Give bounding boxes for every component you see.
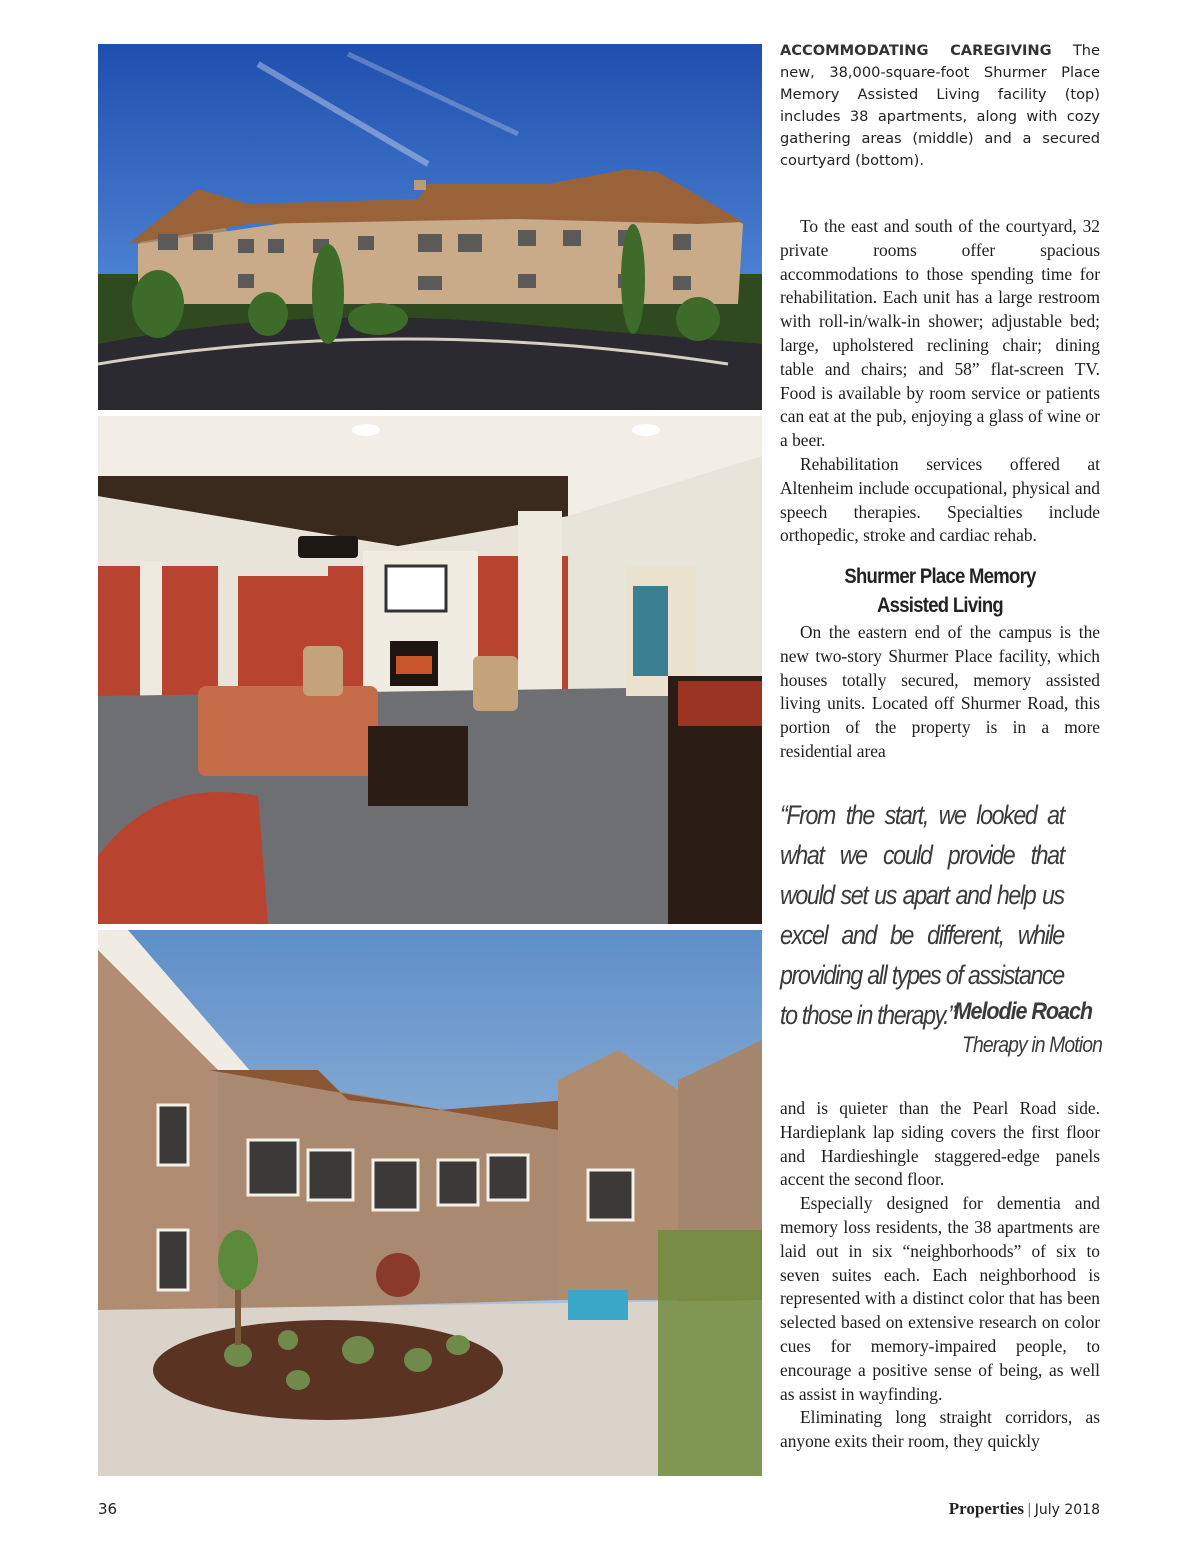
article-body-top (780, 215, 1100, 548)
magazine-name: Properties (948, 1499, 1025, 1518)
paragraph-rehab-rooms: To the east and south of the courtyard, 32 private rooms offer spacious accommodations to those spending time for rehabilitation. Each unit has a large restroom with roll-in/walk-in shower; adjustable bed; large, upholstered reclining chair; dining table and chairs; and 58” flat-screen TV. Food is available by room service or patients can eat at the pub, enjoying a glass of wine or a beer. (780, 216, 1100, 451)
caption-text: The new, 38,000-square-foot Shurmer Place Memory Assisted Living facility (top) includes 38 apartments, along with cozy gathering areas (middle) and a secured courtyard (bottom). (780, 42, 1100, 169)
subhead-line-2: Assisted Living (876, 594, 1004, 617)
section-subhead (799, 562, 1081, 620)
paragraph-neighborhoods: Especially designed for dementia and memory loss residents, the 38 apartments are laid out in six “neighborhoods” of six to seven suites each. Each neighborhood is represented with a distinct color that has been selected based on extensive research on color cues for memory-impaired people, to encourage a positive sense of being, as well as assist in wayfinding. (780, 1193, 1100, 1404)
article-body-bottom (780, 1097, 1100, 1454)
photo-gathering-area (98, 416, 762, 924)
photo-courtyard (98, 930, 762, 1476)
footer-separator: | (1027, 1502, 1032, 1518)
photo-building-exterior (98, 44, 762, 410)
subhead-line-1: Shurmer Place Memory (844, 565, 1036, 588)
paragraph-siding: and is quieter than the Pearl Road side. Hardieplank lap siding covers the first floor and Hardieshingle staggered-edge panels accent the second floor. (780, 1098, 1100, 1190)
page-number: 36 (98, 1500, 118, 1518)
caption-lead: ACCOMMODATING CAREGIVING (780, 42, 1052, 59)
paragraph-shurmer-place: On the eastern end of the campus is the new two-story Shurmer Place facility, which houses totally secured, memory assisted living units. Located off Shurmer Road, this portion of the property is in a more residential area (780, 622, 1100, 761)
article-body-middle (780, 621, 1100, 764)
pull-quote: “From the start, we looked at what we could provide that would set us apart and help us excel and be different, while providing all types of assistance to those in therapy.” (780, 800, 1064, 1030)
paragraph-corridors: Eliminating long straight corridors, as anyone exits their room, they quickly (780, 1407, 1100, 1452)
courtyard-illustration (98, 930, 762, 1476)
gathering-area-illustration (98, 416, 762, 924)
paragraph-rehab-services: Rehabilitation services offered at Altenheim include occupational, physical and speech therapies. Specialties include orthopedic, stroke and cardiac rehab. (780, 453, 1100, 546)
building-exterior-illustration (98, 44, 762, 410)
quote-attribution-name: Melodie Roach (953, 998, 1092, 1025)
quote-attribution-org: Therapy in Motion (961, 1032, 1102, 1057)
magazine-footer (949, 1499, 1100, 1519)
photo-caption (780, 40, 1100, 172)
issue-date: July 2018 (1034, 1502, 1100, 1518)
